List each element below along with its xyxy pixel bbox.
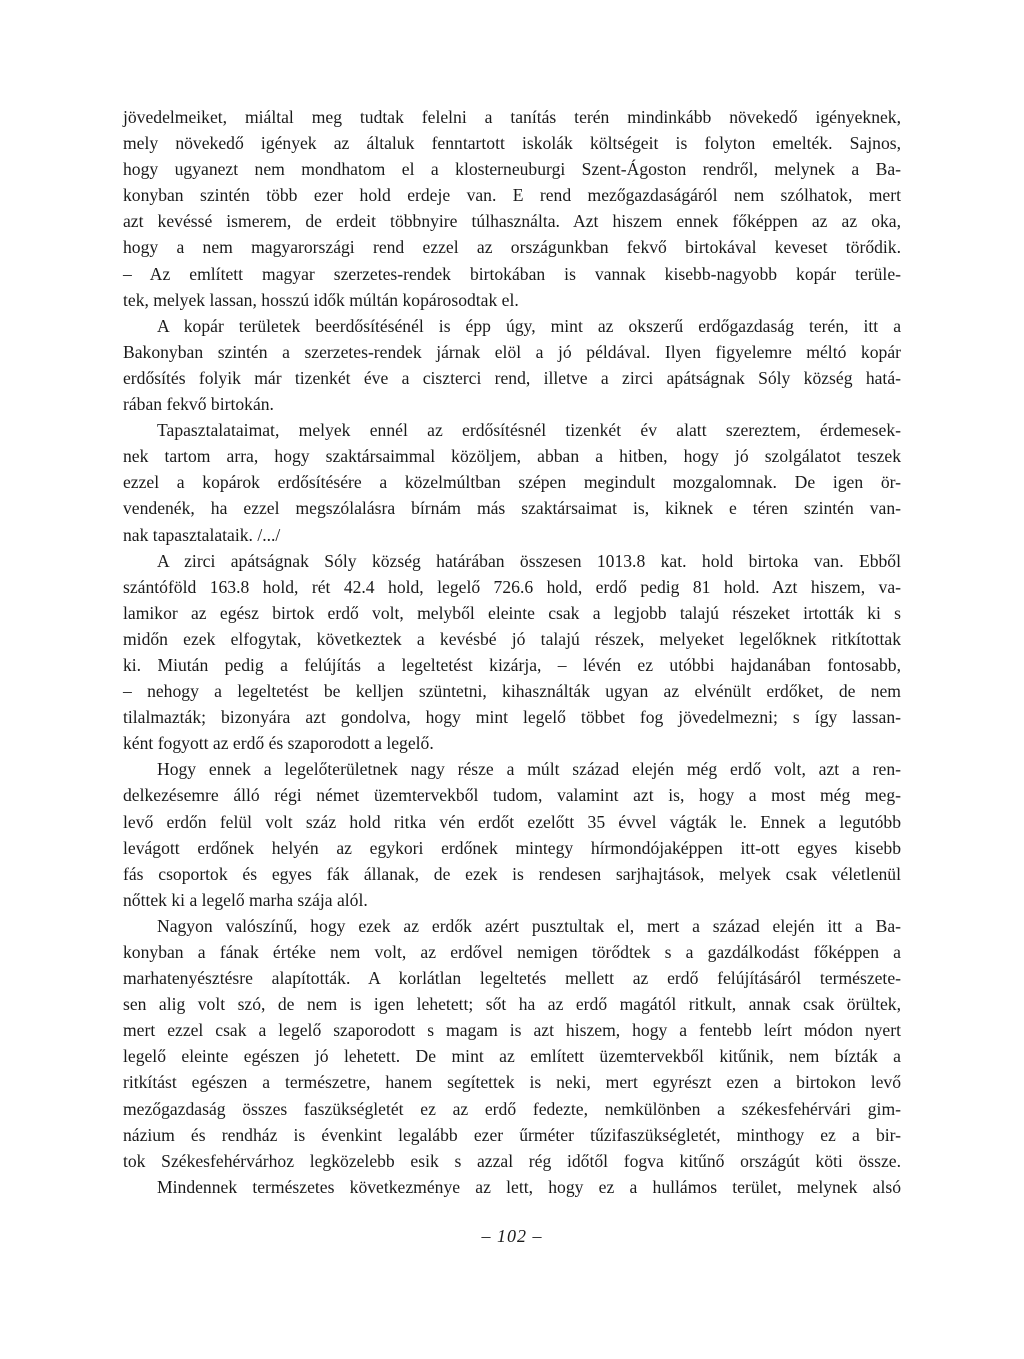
text-line: tilalmazták; bizonyára azt gondolva, hogy mint legelő többet fog jövedelmezni; s így lassan-	[123, 707, 901, 728]
text-line: ként fogyott az erdő és szaporodott a legelő.	[123, 733, 434, 754]
text-line: – nehogy a legeltetést be kelljen szüntetni, kihasználták ugyan az elvénült erdőket, de nem	[123, 681, 901, 702]
page-body	[123, 104, 901, 1200]
text-line: lamikor az egész birtok erdő volt, melyből eleinte csak a legjobb talajú részeket irtották ki s	[123, 602, 901, 623]
text-line: konyban szintén több ezer hold erdeje van. E rend mezőgazdaságáról nem szólhatok, mert	[123, 185, 901, 206]
text-line: Bakonyban szintén a szerzetes-rendek járnak elöl a jó példával. Ilyen figyelemre méltó kopár	[123, 341, 901, 362]
text-line: mely növekedő igények az általuk fenntartott iskolák költségeit is folyton emelték. Sajnos,	[123, 133, 901, 154]
text-line: názium és rendház is évenkint legalább ezer űrméter tűzifaszükségletét, minthogy ez a bir-	[123, 1124, 901, 1145]
text-line: A kopár területek beerdősítésénél is épp úgy, mint az okszerű erdőgazdaság terén, itt a	[157, 315, 901, 336]
text-line: tok Székesfehérvárhoz legközelebb esik s azzal rég időtől fogva kitűnő országút köti össze.	[123, 1150, 901, 1171]
text-line: marhatenyésztésre alapították. A korlátlan legeltetés mellett az erdő felújításáról természete-	[123, 968, 901, 989]
text-line: rában fekvő birtokán.	[123, 394, 274, 415]
text-line: ezzel a kopárok erdősítésére a közelmúltban szépen megindult mozgalomnak. De igen ör-	[123, 472, 901, 493]
text-line: mert ezzel csak a legelő szaporodott s magam is azt hiszem, hogy a fentebb leírt módon nyert	[123, 1020, 901, 1041]
text-line: – Az említett magyar szerzetes-rendek birtokában is vannak kisebb-nagyobb kopár terüle-	[123, 263, 901, 284]
text-line: azt kevéssé ismerem, de erdeit többnyire túlhasználta. Azt hiszem ennek főképpen az az oka,	[123, 211, 901, 232]
text-line: legelő eleinte egészen jó lehetett. De mint az említett üzemtervekből kitűnik, nem bízták a	[123, 1046, 901, 1067]
text-line: Nagyon valószínű, hogy ezek az erdők azért pusztultak el, mert a század elején itt a Ba-	[157, 915, 901, 936]
text-line: hogy ugyanezt nem mondhatom el a klosterneuburgi Szent-Ágoston rendről, melynek a Ba-	[123, 159, 901, 180]
text-line: fás csoportok és egyes fák állanak, de ezek is rendesen sarjhajtások, melyek csak véletlenül	[123, 863, 901, 884]
text-line: hogy a nem magyarországi rend ezzel az országunkban fekvő birtokával keveset törődik.	[123, 237, 901, 258]
text-line: erdősítés folyik már tizenkét éve a ciszterci rend, illetve a zirci apátságnak Sóly község hatá-	[123, 367, 901, 388]
text-line: A zirci apátságnak Sóly község határában összesen 1013.8 kat. hold birtoka van. Ebből	[157, 550, 901, 571]
text-line: tek, melyek lassan, hosszú idők múltán kopárosodtak el.	[123, 289, 519, 310]
text-line: nőttek ki a legelő marha szája alól.	[123, 889, 368, 910]
text-line: Hogy ennek a legelőterületnek nagy része a múlt század elején még erdő volt, azt a ren-	[157, 759, 901, 780]
text-line: nek tartom arra, hogy szaktársaimmal közöljem, abban a hitben, hogy jó szolgálatot teszek	[123, 446, 901, 467]
text-line: szántóföld 163.8 hold, rét 42.4 hold, legelő 726.6 hold, erdő pedig 81 hold. Azt hiszem, va-	[123, 576, 901, 597]
text-line: levágott erdőnek helyén az egykori erdőnek mintegy hírmondójaképpen itt-ott egyes kisebb	[123, 837, 901, 858]
text-line: midőn ezek elfogytak, következtek a kevésbé jó talajú részek, melyeket legelőknek ritkítottak	[123, 628, 901, 649]
text-line: jövedelmeiket, miáltal meg tudtak felelni a tanítás terén mindinkább növekedő igényeknek,	[123, 107, 901, 127]
text-line: mezőgazdaság összes faszükségletét ez az erdő fedezte, nemkülönben a székesfehérvári gim-	[123, 1098, 901, 1119]
text-line: konyban a fának értéke nem volt, az erdővel nemigen törődtek s a gazdálkodást főképpen a	[123, 942, 901, 962]
text-line: ki. Miután pedig a felújítás a legeltetést kizárja, – lévén ez utóbbi hajdanában fontosabb,	[123, 654, 901, 675]
page-number: – 102 –	[481, 1226, 543, 1246]
text-line: vendenék, ha ezzel megszólalásra bírnám más szaktársaimat is, kiknek e téren szintén van-	[123, 498, 901, 519]
text-line: levő erdőn felül volt száz hold ritka vén erdőt ezelőtt 35 évvel vágták le. Ennek a legutóbb	[123, 811, 901, 832]
text-line: ritkítást egészen a természetre, hanem segítettek is neki, mert egyrészt ezen a birtokon levő	[123, 1072, 901, 1093]
text-line: nak tapasztalataik. /.../	[123, 524, 281, 545]
text-line: sen alig volt szó, de nem is igen lehetett; sőt ha az erdő magától ritkult, annak csak örültek,	[123, 994, 901, 1015]
text-line: delkezésemre álló régi német üzemtervekből tudom, valamint azt is, hogy a most még meg-	[123, 785, 901, 806]
text-line: Tapasztalataimat, melyek ennél az erdősítésnél tizenkét év alatt szereztem, érdemesek-	[157, 420, 901, 441]
text-line: Mindennek természetes következménye az lett, hogy ez a hullámos terület, melynek alsó	[157, 1176, 901, 1197]
